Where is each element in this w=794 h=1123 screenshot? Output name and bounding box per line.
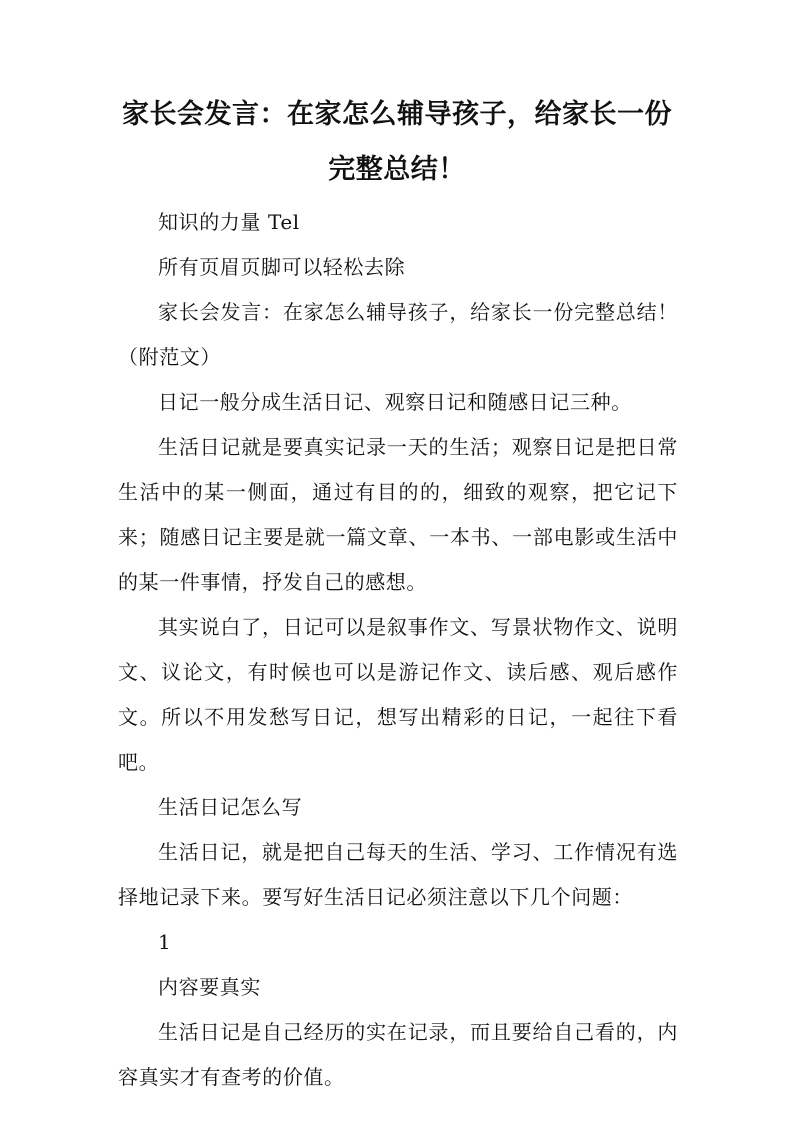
- paragraph-diary-genres: 其实说白了，日记可以是叙事作文、写景状物作文、说明文、议论文，有时候也可以是游记作文、读后感、观后感作文。所以不用发愁写日记，想写出精彩的日记，一起往下看吧。: [118, 615, 678, 774]
- list-number-1: 1: [158, 930, 172, 954]
- paragraph-life-diary-intro: 生活日记，就是把自己每天的生活、学习、工作情况有选择地记录下来。要写好生活日记必须注意以下几个问题：: [118, 840, 678, 909]
- paragraph-source: 知识的力量 Tel: [158, 210, 300, 234]
- document-title-line-1: 家长会发言：在家怎么辅导孩子，给家长一份: [122, 99, 672, 130]
- paragraph-diary-definitions: 生活日记就是要真实记录一天的生活；观察日记是把日常生活中的某一侧面，通过有目的的，细致的观察，把它记下来；随感日记主要是就一篇文章、一本书、一部电影或生活中的某一件事情，抒发自己的感想。: [118, 435, 678, 594]
- paragraph-truthful-content: 生活日记是自己经历的实在记录，而且要给自己看的，内容真实才有查考的价值。: [118, 1020, 678, 1089]
- paragraph-diary-types: 日记一般分成生活日记、观察日记和随感日记三种。: [158, 390, 632, 414]
- document-title-line-2: 完整总结！: [328, 154, 466, 185]
- paragraph-subtitle: 家长会发言：在家怎么辅导孩子，给家长一份完整总结！（附范文）: [118, 300, 678, 369]
- list-heading-truthful-content: 内容要真实: [158, 975, 261, 999]
- document-body: [118, 200, 678, 1100]
- section-heading-life-diary: 生活日记怎么写: [158, 795, 303, 819]
- paragraph-header-note: 所有页眉页脚可以轻松去除: [158, 255, 406, 279]
